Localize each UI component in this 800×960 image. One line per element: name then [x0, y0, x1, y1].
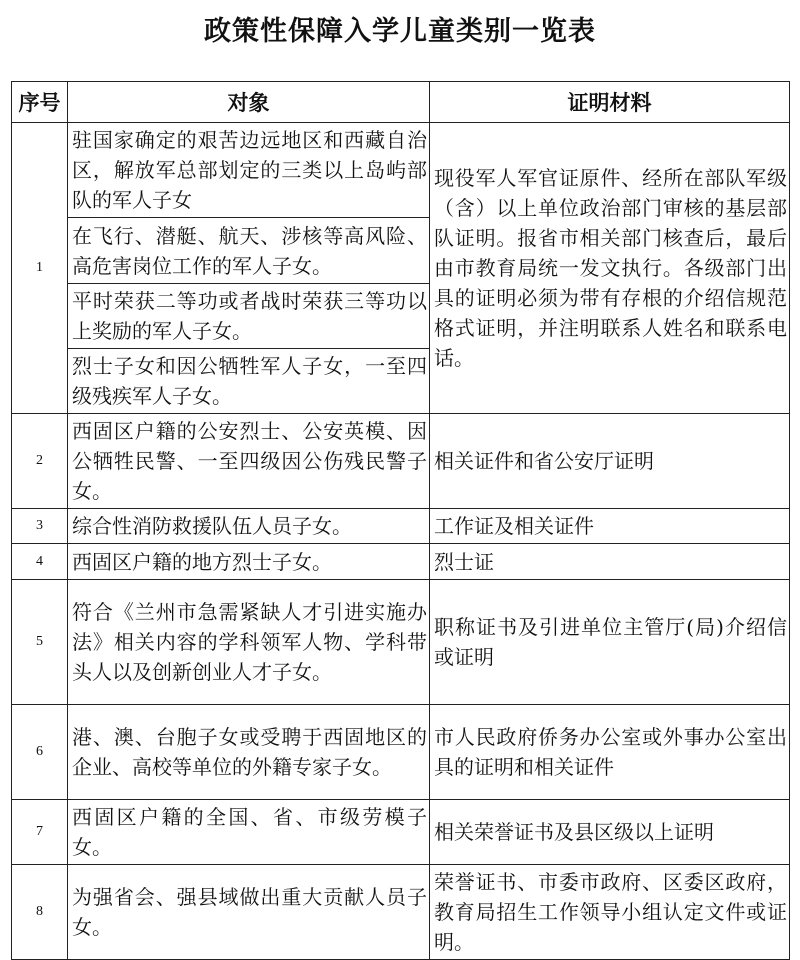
row-subject: 符合《兰州市急需紧缺人才引进实施办法》相关内容的学科领军人物、学科带头人以及创新创业人才子女。: [68, 580, 430, 705]
row-subject: 为强省会、强县域做出重大贡献人员子女。: [68, 865, 430, 960]
row-num: 3: [12, 509, 68, 544]
row-num: 2: [12, 414, 68, 509]
policy-table: [11, 81, 790, 960]
row-num: 8: [12, 865, 68, 960]
row-materials: 相关荣誉证书及县区级以上证明: [430, 800, 790, 865]
row-materials: 荣誉证书、市委市政府、区委区政府，教育局招生工作领导小组认定文件或证明。: [430, 865, 790, 960]
row-subject: 综合性消防救援队伍人员子女。: [68, 509, 430, 544]
row-subject: 港、澳、台胞子女或受聘于西固地区的企业、高校等单位的外籍专家子女。: [68, 705, 430, 800]
row-num: 4: [12, 544, 68, 580]
row-subject: 西固区户籍的公安烈士、公安英模、因公牺牲民警、一至四级因公伤残民警子女。: [68, 414, 430, 509]
table-header-row: [12, 82, 790, 123]
row-num: 6: [12, 705, 68, 800]
row-materials: 烈士证: [430, 544, 790, 580]
row-subject: 驻国家确定的艰苦边远地区和西藏自治区，解放军总部划定的三类以上岛屿部队的军人子女: [68, 123, 430, 218]
row-subject: 烈士子女和因公牺牲军人子女，一至四级残疾军人子女。: [68, 349, 430, 414]
table-row: [12, 544, 790, 580]
row-materials: 相关证件和省公安厅证明: [430, 414, 790, 509]
row-num: 5: [12, 580, 68, 705]
header-materials: 证明材料: [430, 82, 790, 123]
table-row: [12, 865, 790, 960]
table-row: [12, 705, 790, 800]
header-subject: 对象: [68, 82, 430, 123]
table-row: [12, 414, 790, 509]
table-row: [12, 509, 790, 544]
header-num: 序号: [12, 82, 68, 123]
row-subject: 西固区户籍的全国、省、市级劳模子女。: [68, 800, 430, 865]
row-subject: 平时荣获二等功或者战时荣获三等功以上奖励的军人子女。: [68, 284, 430, 349]
row-materials: 现役军人军官证原件、经所在部队军级（含）以上单位政治部门审核的基层部队证明。报省市相关部门核查后，最后由市教育局统一发文执行。各级部门出具的证明必须为带有存根的介绍信规范格式证明，并注明联系人姓名和联系电话。: [430, 123, 790, 414]
table-row: [12, 123, 790, 218]
row-subject: 西固区户籍的地方烈士子女。: [68, 544, 430, 580]
page-title: 政策性保障入学儿童类别一览表: [204, 16, 596, 47]
table-row: [12, 800, 790, 865]
table-row: [12, 580, 790, 705]
row-materials: 市人民政府侨务办公室或外事办公室出具的证明和相关证件: [430, 705, 790, 800]
row-materials: 职称证书及引进单位主管厅(局)介绍信或证明: [430, 580, 790, 705]
row-subject: 在飞行、潜艇、航天、涉核等高风险、高危害岗位工作的军人子女。: [68, 218, 430, 284]
row-materials: 工作证及相关证件: [430, 509, 790, 544]
row-num: 7: [12, 800, 68, 865]
row-num: 1: [12, 123, 68, 414]
